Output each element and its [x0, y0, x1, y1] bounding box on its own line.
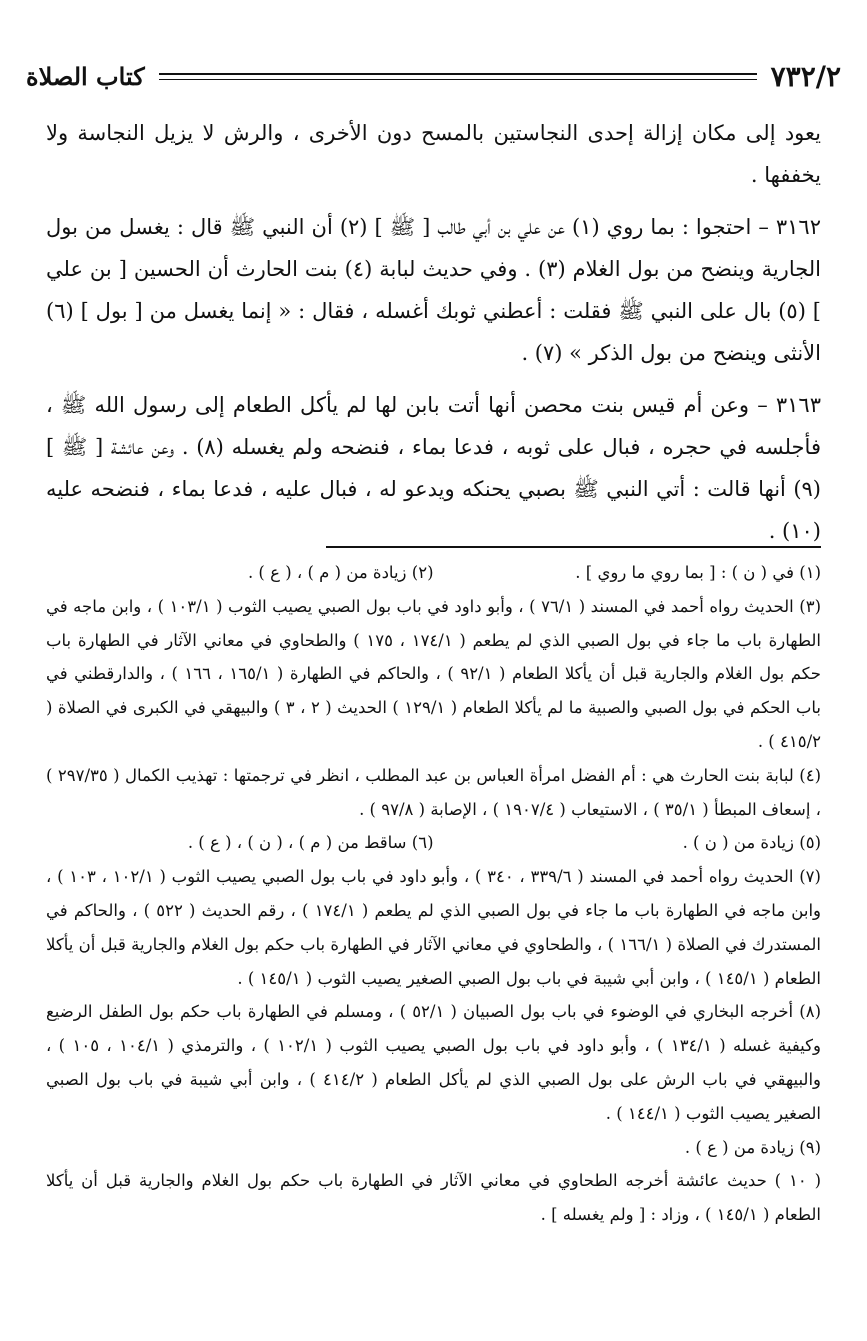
footnote-row — [46, 556, 821, 590]
book-title: كتاب الصلاة — [26, 61, 145, 91]
footnote: ( ١٠ ) حديث عائشة أخرجه الطحاوي في معاني الآثار في الطهارة باب حكم بول الغلام والجارية قبل أن يأكلا الطعام ( ١٤٥/١ ) ، وزاد : [ ولم يغسله ] . — [46, 1171, 822, 1225]
page-number: ٧٣٢/٢ — [770, 59, 841, 93]
footnote: (٤) لبابة بنت الحارث هي : أم الفضل امرأة العباس بن عبد المطلب ، انظر في ترجمتها : تهذيب الكمال ( ٢٩٧/٣٥ ) ، إسعاف المبطأ ( ٣٥/١ ) ، الاستيعاب ( ١٩٠٧/٤ ) ، الإصابة ( ٩٧/٨ ) . — [46, 765, 821, 819]
main-paragraph: ٣١٦٣ – وعن أم قيس بنت محصن أنها أتت بابن لها لم يأكل الطعام إلى رسول الله ﷺ ، فأجلسه في حجره ، فبال على ثوبه ، فدعا بماء ، فنضحه ولم يغسله (٨) . وعن عائشة [ ﷺ ] (٩) أنها قالت : أتي النبي ﷺ بصبي يحنكه ويدعو له ، فبال عليه ، فدعا بماء ، فنضحه عليه (١٠) . — [46, 393, 821, 543]
footnotes — [46, 556, 821, 1232]
main-paragraph: ٣١٦٢ – احتجوا : بما روي (١) عن علي بن أبي طالب [ ﷺ ] (٢) أن النبي ﷺ قال : يغسل من بول الجارية وينضح من بول الغلام (٣) . وفي حديث لبابة (٤) بنت الحارث أن الحسين [ بن علي ] (٥) بال على النبي ﷺ فقلت : أعطني ثوبك أغسله ، فقال : « إنما يغسل من [ بول ] (٦) الأنثى وينضح من بول الذكر » (٧) . — [46, 215, 822, 365]
header-rule — [159, 73, 757, 80]
footnote: (٨) أخرجه البخاري في الوضوء في باب بول الصبيان ( ٥٢/١ ) ، ومسلم في الطهارة باب حكم بول الطفل الرضيع وكيفية غسله ( ١٣٤/١ ) ، وأبو داود في باب بول الصبي يصيب الثوب ( ١٠٢/١ ) ، والترمذي ( ١٠٤/١ ، ١٠٥ ) ، والبيهقي في باب الرش على بول الصبي الذي لم يأكل الطعام ( ٤١٤/٢ ) ، وابن أبي شيبة في باب بول الصبي الصغير يصيب الثوب ( ١٤٤/١ ) . — [46, 1002, 822, 1123]
main-text — [46, 112, 821, 552]
footnote: (٥) زيادة من ( ن ) . — [682, 833, 821, 853]
footnote-divider — [326, 546, 821, 548]
page-header — [26, 56, 841, 96]
footnote-row — [46, 826, 821, 860]
footnote: (١) في ( ن ) : [ بما روي ما روي ] . — [575, 563, 821, 582]
footnote: (٧) الحديث رواه أحمد في المسند ( ٣٣٩/٦ ، ٣٤٠ ) ، وأبو داود في باب بول الصبي يصيب الثوب ( ١٠٢/١ ، ١٠٣ ) ، وابن ماجه في الطهارة باب ما جاء في بول الصبي الذي لم يطعم ( ١٧٤/١ ) ، رقم الحديث ( ٥٢٢ ) ، والحاكم في المستدرك في الصلاة ( ١٦٦/١ ) ، والطحاوي في معاني الآثار في الطهارة باب حكم بول الغلام والجارية قبل أن يأكلا الطعام ( ١٤٥/١ ) ، وابن أبي شيبة في باب بول الصبي الصغير يصيب الثوب ( ١٤٥/١ ) . — [46, 867, 822, 988]
footnote: (٩) زيادة من ( ع ) . — [684, 1137, 821, 1157]
footnote: (٦) ساقط من ( م ) ، ( ن ) ، ( ع ) . — [187, 833, 434, 853]
footnote: (٣) الحديث رواه أحمد في المسند ( ٧٦/١ ) ، وأبو داود في باب بول الصبي يصيب الثوب ( ١٠٣/١ ) ، وابن ماجه في الطهارة باب ما جاء في بول الصبي الذي لم يطعم ( ١٧٤/١ ، ١٧٥ ) والطحاوي في معاني الآثار في الطهارة باب حكم بول الغلام والجارية قبل أن يأكلا الطعام ( ٩٢/١ ) ، والحاكم في الطهارة ( ١٦٥/١ ، ١٦٦ ) ، والدارقطني في باب الحكم في بول الصبي والصبية ما لم يأكلا الطعام ( ١٢٩/١ ) الحديث ( ٢ ، ٣ ) والبيهقي في الكبرى في الصلاة ( ٤١٥/٢ ) . — [46, 596, 821, 751]
footnote: (٢) زيادة من ( م ) ، ( ع ) . — [247, 563, 434, 582]
main-paragraph: يعود إلى مكان إزالة إحدى النجاستين بالمسح دون الأخرى ، والرش لا يزيل النجاسة ولا يخففها . — [46, 121, 821, 187]
